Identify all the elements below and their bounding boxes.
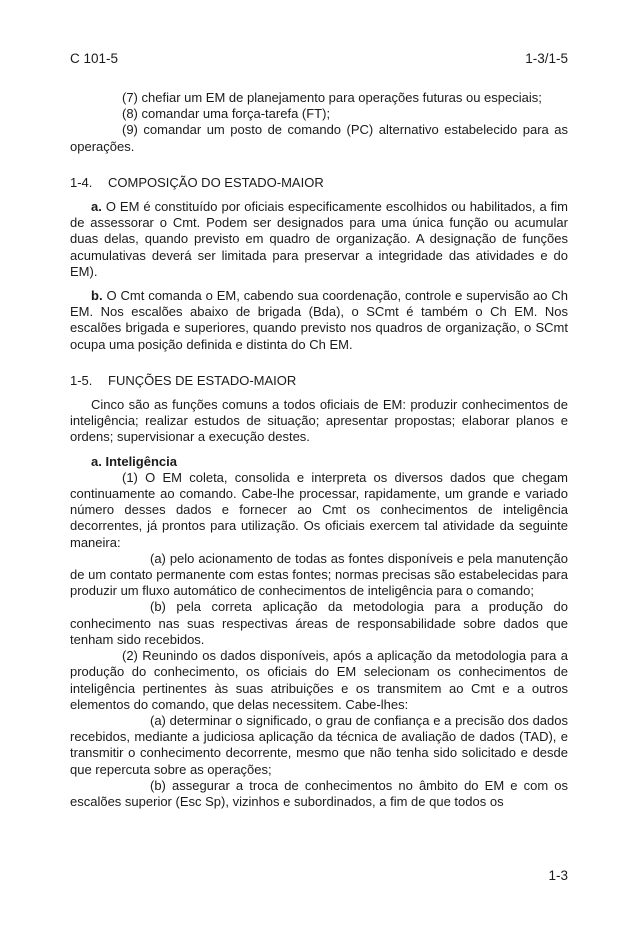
paragraph: (a) determinar o significado, o grau de confiança e a precisão dos dados recebidos, mediante a judiciosa aplicação da técnica de avaliação de dados (TAD), e transmitir o conhecimento decorrente, mesmo que não tenha sido solicitado e desde que repercuta sobre as operações; (70, 712, 568, 777)
section-number: 1-5. (70, 372, 93, 388)
page-header (70, 50, 568, 68)
section-heading (70, 373, 568, 389)
paragraph: (b) pela correta aplicação da metodologia para a produção do conhecimento nas suas respectivas áreas de responsabilidade sobre dados que tenham sido recebidos. (70, 599, 568, 647)
paragraph-text: O Cmt comanda o EM, cabendo sua coordenação, controle e supervisão ao Ch EM. Nos escalões abaixo de brigada (Bda), o SCmt é também o Ch EM. Nos escalões brigada e superiores, quando previsto nos quadros de organização, o SCmt ocupa uma posição definida e distinta do Ch EM. (70, 288, 568, 352)
subsection-heading: a. Inteligência (91, 453, 177, 469)
section-number: 1-4. (70, 174, 93, 190)
page-range: 1-3/1-5 (525, 51, 568, 66)
paragraph: (2) Reunindo os dados disponíveis, após a aplicação da metodologia para a produção do conhecimento, os oficiais do EM selecionam os conhecimentos de inteligência pertinentes às suas atribuições e os transmitem ao Cmt e a outros elementos do comando, que delas necessitem. Cabe-lhes: (70, 648, 568, 712)
paragraph: (a) pelo acionamento de todas as fontes disponíveis e pela manutenção de um contato permanente com estas fontes; normas precisas são estabelecidas para produzir um fluxo automático de conhecimentos de inteligência para o comando; (70, 550, 568, 599)
paragraph-label: a. (91, 199, 102, 215)
list-item: (8) comandar uma força-tarefa (FT); (122, 106, 331, 122)
paragraph-text: O EM é constituído por oficiais especificamente escolhidos ou habilitados, a fim de assessorar o Cmt. Podem ser designados para uma única função ou acumular duas delas, quando previsto em quadro de organização. A designação de funções acumulativas deverá ser limitada para preservar a integridade das atividades e do EM). (70, 199, 568, 279)
list-item: (7) chefiar um EM de planejamento para operações futuras ou especiais; (122, 90, 542, 105)
paragraph: Cinco são as funções comuns a todos oficiais de EM: produzir conhecimentos de inteligência; realizar estudos de situação; apresentar propostas; elaborar planos e ordens; supervisionar a execução destes. (70, 397, 568, 445)
section-heading (70, 175, 568, 191)
section-title: FUNÇÕES DE ESTADO-MAIOR (108, 372, 297, 388)
paragraph: (1) O EM coleta, consolida e interpreta os diversos dados que chegam continuamente ao comando. Cabe-lhe processar, rapidamente, um grande e variado número desses dados e fornecer ao Cmt os conhecimentos de inteligência decorrentes, já prontos para utilização. Os oficiais exercem tal atividade da seguinte maneira: (70, 469, 568, 550)
list-item: (9) comandar um posto de comando (PC) alternativo estabelecido para as operações. (70, 122, 568, 154)
page-number: 1-3 (548, 868, 568, 883)
manual-code: C 101-5 (70, 51, 119, 66)
paragraph: (b) assegurar a troca de conhecimentos no âmbito do EM e com os escalões superior (Esc Sp), vizinhos e subordinados, a fim de que todos os (70, 777, 568, 809)
paragraph (70, 199, 568, 280)
paragraph-label: b. (91, 288, 103, 304)
paragraph (70, 288, 568, 353)
section-title: COMPOSIÇÃO DO ESTADO-MAIOR (108, 174, 324, 190)
